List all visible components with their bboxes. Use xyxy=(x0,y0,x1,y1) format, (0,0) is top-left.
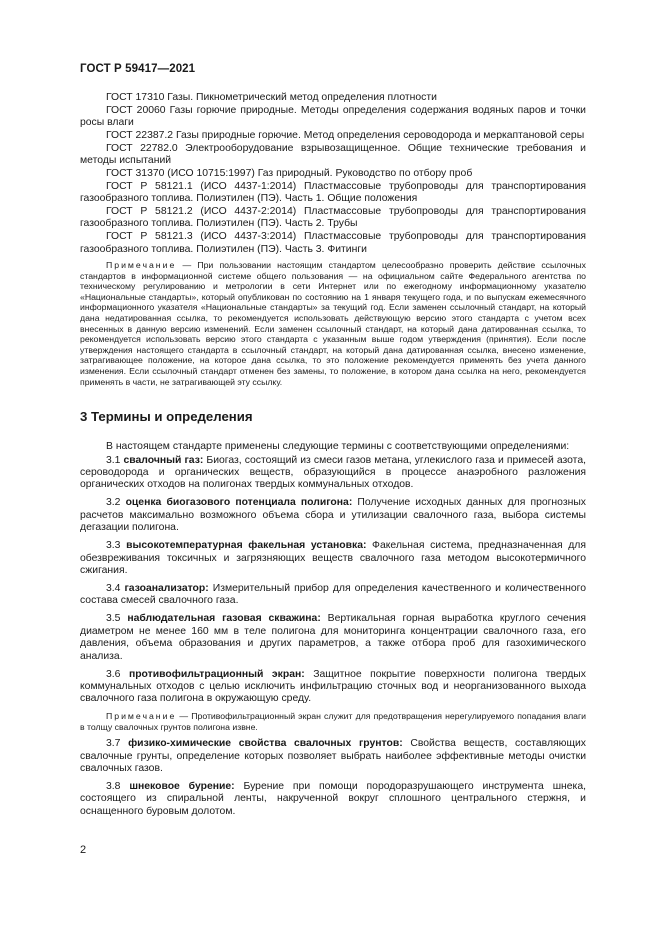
references-note xyxy=(80,260,586,387)
note-text: — При пользовании настоящим стандартом целесообразно проверить действие ссылочных стандартов в информационной системе общего пользования — на официальном сайте Федерального агентства по техническому регулированию и метрологии в сети Интернет или по ежегодному информационному указателю «Национальные стандарты», который опубликован по состоянию на 1 января текущего года, и по выпускам ежемесячного информационного указателя «Национальные стандарты» за текущий год. Если заменен ссылочный стандарт, на который дана недатированная ссылка, то рекомендуется использовать действующую версию этого стандарта с учетом всех внесенных в данную версию изменений. Если заменен ссылочный стандарт, на который дана датированная ссылка, то рекомендуется использовать версию этого стандарта с указанным выше годом утверждения (принятия). Если после утверждения настоящего стандарта в ссылочный стандарт, на который дана датированная ссылка, внесено изменение, затрагивающее положение, на которое дана ссылка, то это положение рекомендуется применять без учета данного изменения. Если ссылочный стандарт отменен без замены, то положение, в котором дана ссылка на него, рекомендуется применять в части, не затрагивающей эту ссылку. xyxy=(80,260,586,387)
term-name: свалочный газ: xyxy=(123,454,204,466)
reference-item: ГОСТ Р 58121.1 (ИСО 4437-1:2014) Пластмассовые трубопроводы для транспортирования газообразного топлива. Полиэтилен (ПЭ). Часть 1. Общие положения xyxy=(80,180,586,205)
term-number: 3.7 xyxy=(106,738,129,750)
reference-item: ГОСТ 20060 Газы горючие природные. Методы определения содержания водяных паров и точки росы влаги xyxy=(80,104,586,129)
term-definition xyxy=(80,738,586,775)
term-text: Получение исходных данных для прогнозных расчетов максимально возможного объема сбора и утилизации свалочного газа, выбора системы дегазации полигона. xyxy=(80,497,586,534)
note-label: Примечание xyxy=(106,711,177,722)
document-header: ГОСТ Р 59417—2021 xyxy=(80,63,196,75)
term-text: Вертикальная горная выработка круглого сечения диаметром не менее 160 мм в теле полигона для мониторинга концентрации свалочного газа, его давления, объема образования и других параметров, а также отбора проб для газохимического анализа. xyxy=(80,613,586,662)
term-number: 3.2 xyxy=(106,497,126,509)
term-text: Свойства веществ, составляющих свалочные грунты, определение которых позволяет выбрать наиболее эффективные методы очистки свалочных газов. xyxy=(80,738,586,775)
term-name: физико-химические свойства свалочных грунтов: xyxy=(128,738,403,750)
term-text: Факельная система, предназначенная для обезвреживания токсичных и загрязняющих веществ свалочного газа методом высокотермичного сжигания. xyxy=(80,540,587,576)
term-number: 3.5 xyxy=(106,613,128,625)
term-definition xyxy=(80,583,586,608)
term-name: высокотемпературная факельная установка: xyxy=(126,540,367,552)
term-definition xyxy=(80,497,586,534)
reference-item: ГОСТ 17310 Газы. Пикнометрический метод определения плотности xyxy=(106,92,437,103)
section-title: 3 Термины и определения xyxy=(80,409,253,425)
reference-item: ГОСТ 22782.0 Электрооборудование взрывозащищенное. Общие технические требования и методы испытаний xyxy=(80,142,586,167)
normative-references-list xyxy=(80,92,586,256)
definition-note xyxy=(80,711,586,732)
terms-and-definitions xyxy=(80,441,586,818)
term-name: шнековое бурение: xyxy=(129,781,235,793)
term-text: Защитное покрытие поверхности полигона твердых коммунальных отходов с целью исключить инфильтрацию сточных вод и неорганизованного выхода свалочного газа полигона в окружающую среду. xyxy=(80,668,586,705)
term-name: противофильтрационный экран: xyxy=(128,668,305,680)
term-name: оценка биогазового потенциала полигона: xyxy=(125,497,353,509)
term-text: Бурение при помощи породоразрушающего инструмента шнека, состоящего из спиральной ленты, накрученной вокруг сплошного центрального стержня, и оснащенного буровым долотом. xyxy=(80,781,586,817)
term-number: 3.6 xyxy=(106,668,129,680)
term-definition xyxy=(80,613,586,663)
reference-item: ГОСТ Р 58121.2 (ИСО 4437-2:2014) Пластмассовые трубопроводы для транспортирования газообразного топлива. Полиэтилен (ПЭ). Часть 2. Трубы xyxy=(80,206,586,230)
reference-item: ГОСТ 31370 (ИСО 10715:1997) Газ природный. Руководство по отбору проб xyxy=(106,168,473,179)
section-intro: В настоящем стандарте применены следующие термины с соответствующими определениями: xyxy=(106,441,570,453)
term-definition xyxy=(80,540,586,577)
term-name: наблюдательная газовая скважина: xyxy=(127,613,321,625)
reference-item: ГОСТ 22387.2 Газы природные горючие. Метод определения сероводорода и меркаптановой серы xyxy=(106,130,585,141)
term-number: 3.3 xyxy=(106,540,127,552)
note-label: Примечание xyxy=(106,260,177,271)
term-number: 3.8 xyxy=(106,781,130,793)
document-body xyxy=(80,92,586,824)
term-number: 3.1 xyxy=(106,454,124,466)
term-definition xyxy=(80,781,586,818)
term-name: газоанализатор: xyxy=(124,582,209,594)
note-text: — Противофильтрационный экран служит для предотвращения нерегулируемого попадания влаги в толщу свалочных грунтов полигона извне. xyxy=(80,711,586,733)
reference-item: ГОСТ Р 58121.3 (ИСО 4437-3:2014) Пластмассовые трубопроводы для транспортирования газообразного топлива. Полиэтилен (ПЭ). Часть 3. Фитинги xyxy=(80,231,586,255)
term-text: Биогаз, состоящий из смеси газов метана, углекислого газа и примесей азота, сероводорода и органических веществ, образующийся в процессе анаэробного разложения органических отходов на полигонах твердых коммунальных отходов. xyxy=(80,454,586,491)
page-number: 2 xyxy=(80,844,87,856)
term-number: 3.4 xyxy=(106,582,125,594)
term-text: Измерительный прибор для определения качественного и количественного состава смесей свалочного газа. xyxy=(80,582,586,607)
term-definition xyxy=(80,455,586,492)
term-definition xyxy=(80,669,586,706)
